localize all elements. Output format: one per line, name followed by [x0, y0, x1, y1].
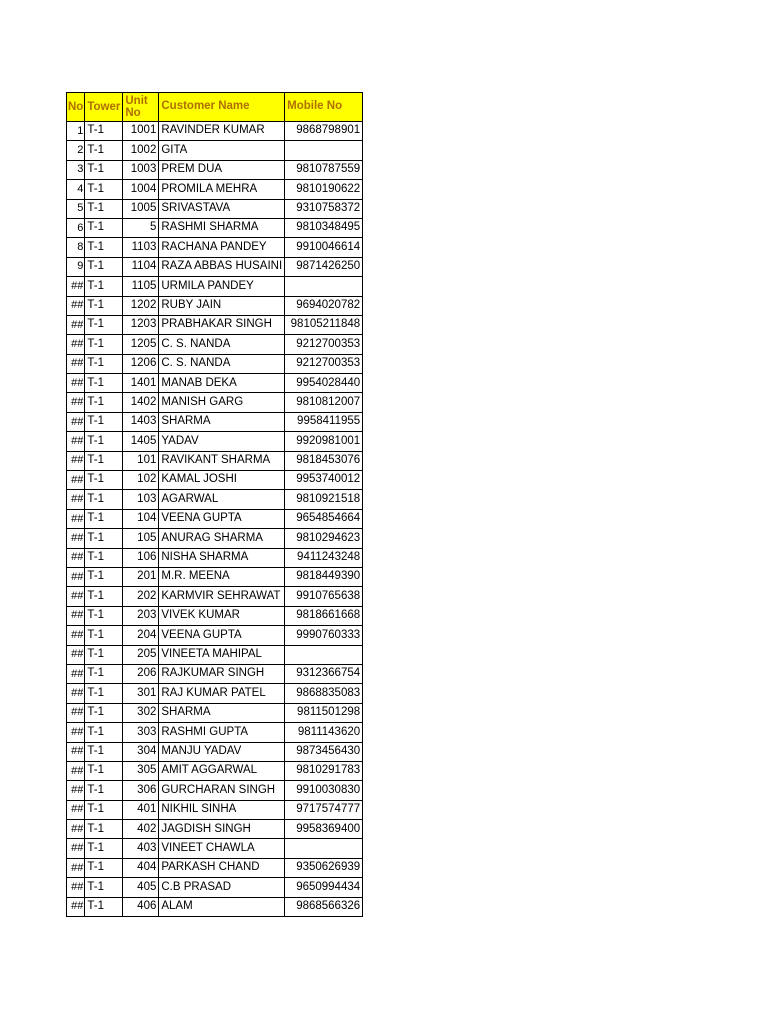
cell-customer-name: MANAB DEKA [159, 374, 285, 393]
cell-unit-no: 1002 [123, 141, 159, 160]
cell-unit-no: 1103 [123, 238, 159, 257]
cell-mobile-no: 9650994434 [285, 878, 363, 897]
cell-unit-no: 203 [123, 606, 159, 625]
cell-tower: T-1 [85, 781, 123, 800]
cell-mobile-no: 9818453076 [285, 451, 363, 470]
cell-customer-name: C. S. NANDA [159, 335, 285, 354]
cell-unit-no: 1005 [123, 199, 159, 218]
cell-customer-name: AGARWAL [159, 490, 285, 509]
cell-mobile-no: 9350626939 [285, 858, 363, 877]
cell-mobile-no: 9310758372 [285, 199, 363, 218]
cell-customer-name: AMIT AGGARWAL [159, 761, 285, 780]
header-row [67, 93, 363, 122]
cell-mobile-no [285, 277, 363, 296]
cell-tower: T-1 [85, 626, 123, 645]
table-row [67, 626, 363, 645]
cell-mobile-no: 9717574777 [285, 800, 363, 819]
table-row [67, 858, 363, 877]
cell-unit-no: 1202 [123, 296, 159, 315]
cell-unit-no: 102 [123, 471, 159, 490]
table-row [67, 122, 363, 141]
cell-tower: T-1 [85, 839, 123, 858]
cell-customer-name: VINEETA MAHIPAL [159, 645, 285, 664]
cell-unit-no: 206 [123, 664, 159, 683]
cell-mobile-no: 9873456430 [285, 742, 363, 761]
cell-mobile-no: 98105211848 [285, 315, 363, 334]
cell-unit-no: 1104 [123, 257, 159, 276]
table-row [67, 315, 363, 334]
cell-mobile-no: 9910765638 [285, 587, 363, 606]
cell-no: ## [67, 800, 85, 819]
cell-no: ## [67, 296, 85, 315]
table-row [67, 761, 363, 780]
cell-customer-name: RASHMI SHARMA [159, 218, 285, 237]
cell-mobile-no: 9953740012 [285, 471, 363, 490]
cell-unit-no: 1205 [123, 335, 159, 354]
cell-mobile-no: 9811143620 [285, 723, 363, 742]
cell-customer-name: MANISH GARG [159, 393, 285, 412]
table-row [67, 451, 363, 470]
cell-tower: T-1 [85, 858, 123, 877]
cell-customer-name: RASHMI GUPTA [159, 723, 285, 742]
cell-tower: T-1 [85, 490, 123, 509]
cell-customer-name: VEENA GUPTA [159, 626, 285, 645]
cell-customer-name: VINEET CHAWLA [159, 839, 285, 858]
cell-no: ## [67, 471, 85, 490]
cell-no: ## [67, 723, 85, 742]
cell-tower: T-1 [85, 218, 123, 237]
cell-customer-name: YADAV [159, 432, 285, 451]
cell-mobile-no: 9868798901 [285, 122, 363, 141]
cell-mobile-no: 9212700353 [285, 335, 363, 354]
cell-no: ## [67, 548, 85, 567]
cell-mobile-no: 9810291783 [285, 761, 363, 780]
table-row [67, 781, 363, 800]
cell-unit-no: 302 [123, 703, 159, 722]
cell-customer-name: SRIVASTAVA [159, 199, 285, 218]
cell-customer-name: M.R. MEENA [159, 567, 285, 586]
cell-mobile-no: 9990760333 [285, 626, 363, 645]
cell-unit-no: 1203 [123, 315, 159, 334]
cell-no: 8 [67, 238, 85, 257]
table-header [67, 93, 363, 122]
cell-customer-name: VEENA GUPTA [159, 509, 285, 528]
cell-tower: T-1 [85, 277, 123, 296]
cell-unit-no: 202 [123, 587, 159, 606]
cell-tower: T-1 [85, 141, 123, 160]
table-row [67, 471, 363, 490]
cell-tower: T-1 [85, 897, 123, 916]
cell-mobile-no: 9411243248 [285, 548, 363, 567]
cell-unit-no: 205 [123, 645, 159, 664]
cell-customer-name: C.B PRASAD [159, 878, 285, 897]
cell-no: ## [67, 645, 85, 664]
cell-no: 3 [67, 160, 85, 179]
table-body [67, 122, 363, 917]
table-row [67, 703, 363, 722]
cell-no: ## [67, 703, 85, 722]
cell-mobile-no: 9810812007 [285, 393, 363, 412]
table-row [67, 218, 363, 237]
table-row [67, 878, 363, 897]
cell-no: ## [67, 412, 85, 431]
cell-no: 4 [67, 180, 85, 199]
table-row [67, 412, 363, 431]
cell-unit-no: 401 [123, 800, 159, 819]
cell-no: ## [67, 820, 85, 839]
table-row [67, 509, 363, 528]
table-row [67, 664, 363, 683]
cell-no: ## [67, 587, 85, 606]
cell-customer-name: KARMVIR SEHRAWAT [159, 587, 285, 606]
cell-customer-name: ALAM [159, 897, 285, 916]
cell-mobile-no: 9810921518 [285, 490, 363, 509]
cell-customer-name: RAVINDER KUMAR [159, 122, 285, 141]
cell-customer-name: RACHANA PANDEY [159, 238, 285, 257]
cell-no: ## [67, 761, 85, 780]
cell-unit-no: 106 [123, 548, 159, 567]
cell-no: ## [67, 277, 85, 296]
cell-customer-name: NIKHIL SINHA [159, 800, 285, 819]
table-row [67, 393, 363, 412]
header-mobile-no: Mobile No [285, 93, 363, 122]
table-row [67, 723, 363, 742]
cell-no: ## [67, 451, 85, 470]
cell-unit-no: 103 [123, 490, 159, 509]
cell-mobile-no: 9958411955 [285, 412, 363, 431]
cell-customer-name: GURCHARAN SINGH [159, 781, 285, 800]
cell-mobile-no: 9810787559 [285, 160, 363, 179]
cell-tower: T-1 [85, 451, 123, 470]
cell-no: ## [67, 858, 85, 877]
table-row [67, 529, 363, 548]
cell-customer-name: URMILA PANDEY [159, 277, 285, 296]
cell-mobile-no [285, 839, 363, 858]
cell-no: ## [67, 567, 85, 586]
header-no: No [67, 93, 85, 122]
cell-tower: T-1 [85, 664, 123, 683]
cell-tower: T-1 [85, 587, 123, 606]
cell-mobile-no: 9871426250 [285, 257, 363, 276]
table-row [67, 296, 363, 315]
cell-unit-no: 204 [123, 626, 159, 645]
cell-no: ## [67, 742, 85, 761]
cell-mobile-no: 9810348495 [285, 218, 363, 237]
cell-tower: T-1 [85, 742, 123, 761]
table-row [67, 567, 363, 586]
header-customer-name: Customer Name [159, 93, 285, 122]
cell-mobile-no: 9910030830 [285, 781, 363, 800]
cell-customer-name: RAZA ABBAS HUSAINI [159, 257, 285, 276]
cell-unit-no: 1206 [123, 354, 159, 373]
table-row [67, 490, 363, 509]
cell-customer-name: SHARMA [159, 412, 285, 431]
cell-mobile-no: 9818449390 [285, 567, 363, 586]
cell-customer-name: PREM DUA [159, 160, 285, 179]
cell-unit-no: 5 [123, 218, 159, 237]
cell-unit-no: 303 [123, 723, 159, 742]
table-row [67, 839, 363, 858]
cell-mobile-no: 9958369400 [285, 820, 363, 839]
table-row [67, 432, 363, 451]
cell-mobile-no: 9920981001 [285, 432, 363, 451]
header-unit-no: Unit No [123, 93, 159, 122]
cell-no: ## [67, 354, 85, 373]
cell-tower: T-1 [85, 471, 123, 490]
cell-tower: T-1 [85, 723, 123, 742]
cell-tower: T-1 [85, 393, 123, 412]
cell-unit-no: 1401 [123, 374, 159, 393]
cell-mobile-no [285, 141, 363, 160]
cell-customer-name: RUBY JAIN [159, 296, 285, 315]
cell-no: ## [67, 878, 85, 897]
cell-unit-no: 201 [123, 567, 159, 586]
cell-no: ## [67, 529, 85, 548]
table-row [67, 820, 363, 839]
cell-tower: T-1 [85, 703, 123, 722]
cell-customer-name: RAJKUMAR SINGH [159, 664, 285, 683]
cell-tower: T-1 [85, 296, 123, 315]
cell-unit-no: 403 [123, 839, 159, 858]
cell-tower: T-1 [85, 606, 123, 625]
cell-unit-no: 406 [123, 897, 159, 916]
cell-mobile-no: 9810190622 [285, 180, 363, 199]
cell-unit-no: 1004 [123, 180, 159, 199]
cell-unit-no: 1003 [123, 160, 159, 179]
cell-unit-no: 104 [123, 509, 159, 528]
table-row [67, 238, 363, 257]
cell-tower: T-1 [85, 180, 123, 199]
cell-mobile-no: 9810294623 [285, 529, 363, 548]
table-row [67, 277, 363, 296]
cell-customer-name: PARKASH CHAND [159, 858, 285, 877]
table-row [67, 645, 363, 664]
cell-unit-no: 101 [123, 451, 159, 470]
cell-unit-no: 402 [123, 820, 159, 839]
cell-no: 1 [67, 122, 85, 141]
cell-customer-name: RAVIKANT SHARMA [159, 451, 285, 470]
cell-tower: T-1 [85, 315, 123, 334]
cell-no: ## [67, 432, 85, 451]
cell-unit-no: 405 [123, 878, 159, 897]
cell-no: ## [67, 335, 85, 354]
cell-no: 9 [67, 257, 85, 276]
cell-mobile-no: 9910046614 [285, 238, 363, 257]
cell-mobile-no: 9818661668 [285, 606, 363, 625]
cell-tower: T-1 [85, 199, 123, 218]
cell-no: ## [67, 684, 85, 703]
cell-unit-no: 1105 [123, 277, 159, 296]
table-row [67, 354, 363, 373]
cell-tower: T-1 [85, 238, 123, 257]
cell-mobile-no [285, 645, 363, 664]
cell-unit-no: 306 [123, 781, 159, 800]
cell-customer-name: NISHA SHARMA [159, 548, 285, 567]
cell-tower: T-1 [85, 354, 123, 373]
cell-mobile-no: 9212700353 [285, 354, 363, 373]
cell-no: ## [67, 606, 85, 625]
table-row [67, 199, 363, 218]
cell-tower: T-1 [85, 529, 123, 548]
cell-mobile-no: 9312366754 [285, 664, 363, 683]
cell-tower: T-1 [85, 761, 123, 780]
table-row [67, 606, 363, 625]
table-row [67, 257, 363, 276]
cell-tower: T-1 [85, 645, 123, 664]
cell-mobile-no: 9868835083 [285, 684, 363, 703]
table-row [67, 587, 363, 606]
cell-customer-name: MANJU YADAV [159, 742, 285, 761]
cell-mobile-no: 9954028440 [285, 374, 363, 393]
cell-no: ## [67, 781, 85, 800]
table-row [67, 742, 363, 761]
cell-tower: T-1 [85, 122, 123, 141]
cell-unit-no: 404 [123, 858, 159, 877]
cell-no: 2 [67, 141, 85, 160]
cell-no: ## [67, 897, 85, 916]
cell-mobile-no: 9654854664 [285, 509, 363, 528]
cell-customer-name: PRABHAKAR SINGH [159, 315, 285, 334]
cell-customer-name: RAJ KUMAR PATEL [159, 684, 285, 703]
cell-tower: T-1 [85, 374, 123, 393]
table-row [67, 800, 363, 819]
cell-tower: T-1 [85, 820, 123, 839]
header-tower: Tower [85, 93, 123, 122]
cell-customer-name: JAGDISH SINGH [159, 820, 285, 839]
table-row [67, 374, 363, 393]
cell-no: ## [67, 374, 85, 393]
cell-tower: T-1 [85, 257, 123, 276]
cell-customer-name: SHARMA [159, 703, 285, 722]
cell-tower: T-1 [85, 800, 123, 819]
cell-no: ## [67, 626, 85, 645]
table-row [67, 141, 363, 160]
cell-no: ## [67, 664, 85, 683]
cell-tower: T-1 [85, 878, 123, 897]
cell-customer-name: GITA [159, 141, 285, 160]
cell-customer-name: VIVEK KUMAR [159, 606, 285, 625]
customer-table [66, 92, 363, 917]
cell-tower: T-1 [85, 509, 123, 528]
cell-mobile-no: 9868566326 [285, 897, 363, 916]
cell-no: ## [67, 490, 85, 509]
table-row [67, 160, 363, 179]
cell-no: ## [67, 509, 85, 528]
cell-tower: T-1 [85, 548, 123, 567]
cell-no: ## [67, 839, 85, 858]
cell-tower: T-1 [85, 567, 123, 586]
table-row [67, 548, 363, 567]
table-row [67, 335, 363, 354]
cell-no: ## [67, 393, 85, 412]
cell-unit-no: 301 [123, 684, 159, 703]
cell-tower: T-1 [85, 684, 123, 703]
cell-no: 6 [67, 218, 85, 237]
cell-customer-name: ANURAG SHARMA [159, 529, 285, 548]
cell-unit-no: 1405 [123, 432, 159, 451]
table-row [67, 897, 363, 916]
cell-mobile-no: 9694020782 [285, 296, 363, 315]
cell-customer-name: C. S. NANDA [159, 354, 285, 373]
table-row [67, 684, 363, 703]
cell-customer-name: PROMILA MEHRA [159, 180, 285, 199]
cell-tower: T-1 [85, 335, 123, 354]
cell-unit-no: 105 [123, 529, 159, 548]
cell-tower: T-1 [85, 412, 123, 431]
cell-tower: T-1 [85, 432, 123, 451]
cell-unit-no: 305 [123, 761, 159, 780]
cell-customer-name: KAMAL JOSHI [159, 471, 285, 490]
cell-unit-no: 1001 [123, 122, 159, 141]
cell-mobile-no: 9811501298 [285, 703, 363, 722]
cell-no: ## [67, 315, 85, 334]
table-row [67, 180, 363, 199]
cell-unit-no: 304 [123, 742, 159, 761]
cell-tower: T-1 [85, 160, 123, 179]
cell-unit-no: 1403 [123, 412, 159, 431]
cell-unit-no: 1402 [123, 393, 159, 412]
cell-no: 5 [67, 199, 85, 218]
